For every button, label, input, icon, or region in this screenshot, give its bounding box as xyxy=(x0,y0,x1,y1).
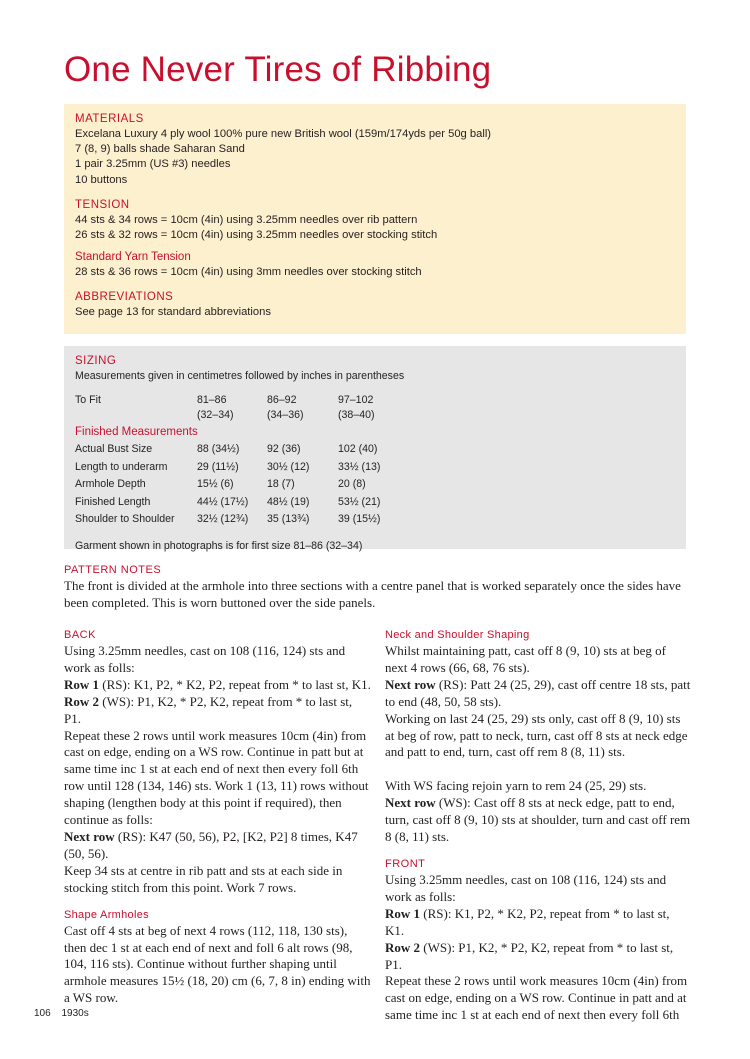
to-fit-inches-row xyxy=(75,408,676,423)
to-fit-row xyxy=(75,393,676,408)
neck-next-row: Next row (WS): Cast off 8 sts at neck edge, patt to end, turn, cast off 8 (9, 10) sts at shoulder, turn and cast off rem 8 (8, 11) sts. xyxy=(385,795,691,845)
measurement-row xyxy=(75,495,676,513)
measurement-value: 29 (11½) xyxy=(197,460,239,473)
back-repeat: Repeat these 2 rows until work measures 10cm (4in) from cast on edge, ending on a WS row. Continue in patt but at same time inc 1 st at each end of next then every foll 6th row until 128 (134, 146) sts. Work 1 (13, 11) rows without shaping (lengthen body at this point if required), then continue as folls: xyxy=(64,727,369,828)
front-heading: FRONT xyxy=(385,857,426,870)
front-row-2: Row 2 (WS): P1, K2, * P2, K2, repeat from * to last st, P1. xyxy=(385,939,674,972)
materials-line: 10 buttons xyxy=(75,173,128,186)
measurement-value: 44½ (17½) xyxy=(197,495,249,508)
materials-heading: MATERIALS xyxy=(75,113,144,125)
abbreviations-line: See page 13 for standard abbreviations xyxy=(75,306,271,319)
measurement-label: Armhole Depth xyxy=(75,478,146,490)
to-fit-inches: (32–34) xyxy=(197,409,234,421)
sizing-panel xyxy=(64,346,686,552)
page-number: 106 xyxy=(34,1008,51,1019)
tension-line: 26 sts & 32 rows = 10cm (4in) using 3.25mm needles over stocking stitch xyxy=(75,229,438,242)
measurement-value: 102 (40) xyxy=(338,443,378,455)
measurement-label: Finished Length xyxy=(75,495,151,508)
front-repeat: Repeat these 2 rows until work measures 10cm (4in) from cast on edge, ending on a WS row. Continue in patt and at same time inc 1 st at each end of next then every foll 6th xyxy=(385,973,688,1023)
back-row-1: Row 1 (RS): K1, P2, * K2, P2, repeat from * to last st, K1. xyxy=(64,676,371,692)
to-fit-inches: (38–40) xyxy=(338,409,375,421)
measurement-row xyxy=(75,442,676,460)
measurement-label: Shoulder to Shoulder xyxy=(75,513,175,525)
finished-measurements-heading: Finished Measurements xyxy=(75,426,198,438)
measurement-row xyxy=(75,512,676,530)
measurement-value: 20 (8) xyxy=(338,478,366,490)
measurement-value: 33½ (13) xyxy=(338,460,381,473)
back-next-row: Next row (RS): K47 (50, 56), P2, [K2, P2] 8 times, K47 (50, 56). xyxy=(64,828,358,861)
abbreviations-heading: ABBREVIATIONS xyxy=(75,291,174,304)
to-fit-size: 97–102 xyxy=(338,394,374,406)
to-fit-size: 86–92 xyxy=(267,394,297,406)
pattern-notes-text: The front is divided at the armhole into three sections with a centre panel that is worked separately once the sides have been completed. This is worn buttoned over the side panels. xyxy=(64,578,681,610)
shape-armholes-text: Cast off 4 sts at beg of next 4 rows (112, 118, 130 sts), then dec 1 st at each end of next and foll 6 alt rows (98, 104, 116 sts). Continue without further shaping until armhole measures 15½ (18, 20) cm (6, 7, 8 in) ending with a WS row. xyxy=(64,922,371,1006)
measurement-value: 53½ (21) xyxy=(338,495,381,508)
back-row-2: Row 2 (WS): P1, K2, * P2, K2, repeat from * to last st, P1. xyxy=(64,693,353,726)
tension-line: 44 sts & 34 rows = 10cm (4in) using 3.25mm needles over rib pattern xyxy=(75,213,418,226)
back-keep: Keep 34 sts at centre in rib patt and sts at each side in stocking stitch from this point. Work 7 rows. xyxy=(64,862,343,895)
tension-heading: TENSION xyxy=(75,198,130,211)
measurement-value: 48½ (19) xyxy=(267,495,310,508)
measurement-value: 32½ (12¾) xyxy=(197,513,249,525)
measurement-row xyxy=(75,460,676,478)
neck-shoulder-text: Whilst maintaining patt, cast off 8 (9, 10) sts at beg of next 4 rows (66, 68, 76 sts). xyxy=(385,643,667,675)
standard-tension-line: 28 sts & 36 rows = 10cm (4in) using 3mm needles over stocking stitch xyxy=(75,266,422,279)
materials-line: Excelana Luxury 4 ply wool 100% pure new British wool (159m/174yds per 50g ball) xyxy=(75,128,492,140)
measurement-label: Length to underarm xyxy=(75,460,168,473)
left-column xyxy=(64,628,372,1007)
measurement-value: 18 (7) xyxy=(267,478,295,490)
measurement-value: 39 (15½) xyxy=(338,513,381,525)
materials-line: 1 pair 3.25mm (US #3) needles xyxy=(75,158,231,171)
standard-tension-heading: Standard Yarn Tension xyxy=(75,251,191,264)
measurement-row xyxy=(75,477,676,495)
neck-shoulder-heading: Neck and Shoulder Shaping xyxy=(385,629,530,641)
measurement-value: 35 (13¾) xyxy=(267,513,310,525)
neck-shoulder-text: Working on last 24 (25, 29) sts only, cast off 8 (9, 10) sts at beg of row, patt to neck, turn, cast off 8 sts at neck edge and patt to end, turn, cast off rem 8 (8, 11) sts. xyxy=(385,710,688,760)
back-heading: BACK xyxy=(64,629,96,641)
back-intro: Using 3.25mm needles, cast on 108 (116, 124) sts and work as folls: xyxy=(64,643,346,675)
pattern-notes-heading: PATTERN NOTES xyxy=(64,564,162,576)
page-footer xyxy=(34,1008,97,1019)
measurement-value: 88 (34½) xyxy=(197,443,240,455)
materials-panel xyxy=(64,104,686,334)
to-fit-inches: (34–36) xyxy=(267,409,304,421)
sizing-footnote: Garment shown in photographs is for first size 81–86 (32–34) xyxy=(75,539,363,552)
sizing-intro: Measurements given in centimetres followed by inches in parentheses xyxy=(75,370,405,382)
measurement-value: 30½ (12) xyxy=(267,460,310,473)
shape-armholes-heading: Shape Armholes xyxy=(64,908,149,921)
to-fit-label: To Fit xyxy=(75,394,101,406)
sizing-heading: SIZING xyxy=(75,355,117,367)
front-row-1: Row 1 (RS): K1, P2, * K2, P2, repeat from * to last st, K1. xyxy=(385,905,670,938)
section-name: 1930s xyxy=(61,1008,89,1019)
front-intro: Using 3.25mm needles, cast on 108 (116, 124) sts and work as folls: xyxy=(385,871,667,904)
right-column xyxy=(385,628,691,1024)
neck-next-row: Next row (RS): Patt 24 (25, 29), cast off centre 18 sts, patt to end (48, 50, 58 sts). xyxy=(385,676,691,709)
materials-line: 7 (8, 9) balls shade Saharan Sand xyxy=(75,143,245,156)
to-fit-size: 81–86 xyxy=(197,394,227,406)
measurement-label: Actual Bust Size xyxy=(75,443,153,455)
measurement-value: 92 (36) xyxy=(267,443,301,455)
measurement-value: 15½ (6) xyxy=(197,478,234,490)
page-title: One Never Tires of Ribbing xyxy=(64,50,492,89)
pattern-notes-section xyxy=(64,563,694,612)
neck-shoulder-text: With WS facing rejoin yarn to rem 24 (25, 29) sts. xyxy=(385,778,647,794)
